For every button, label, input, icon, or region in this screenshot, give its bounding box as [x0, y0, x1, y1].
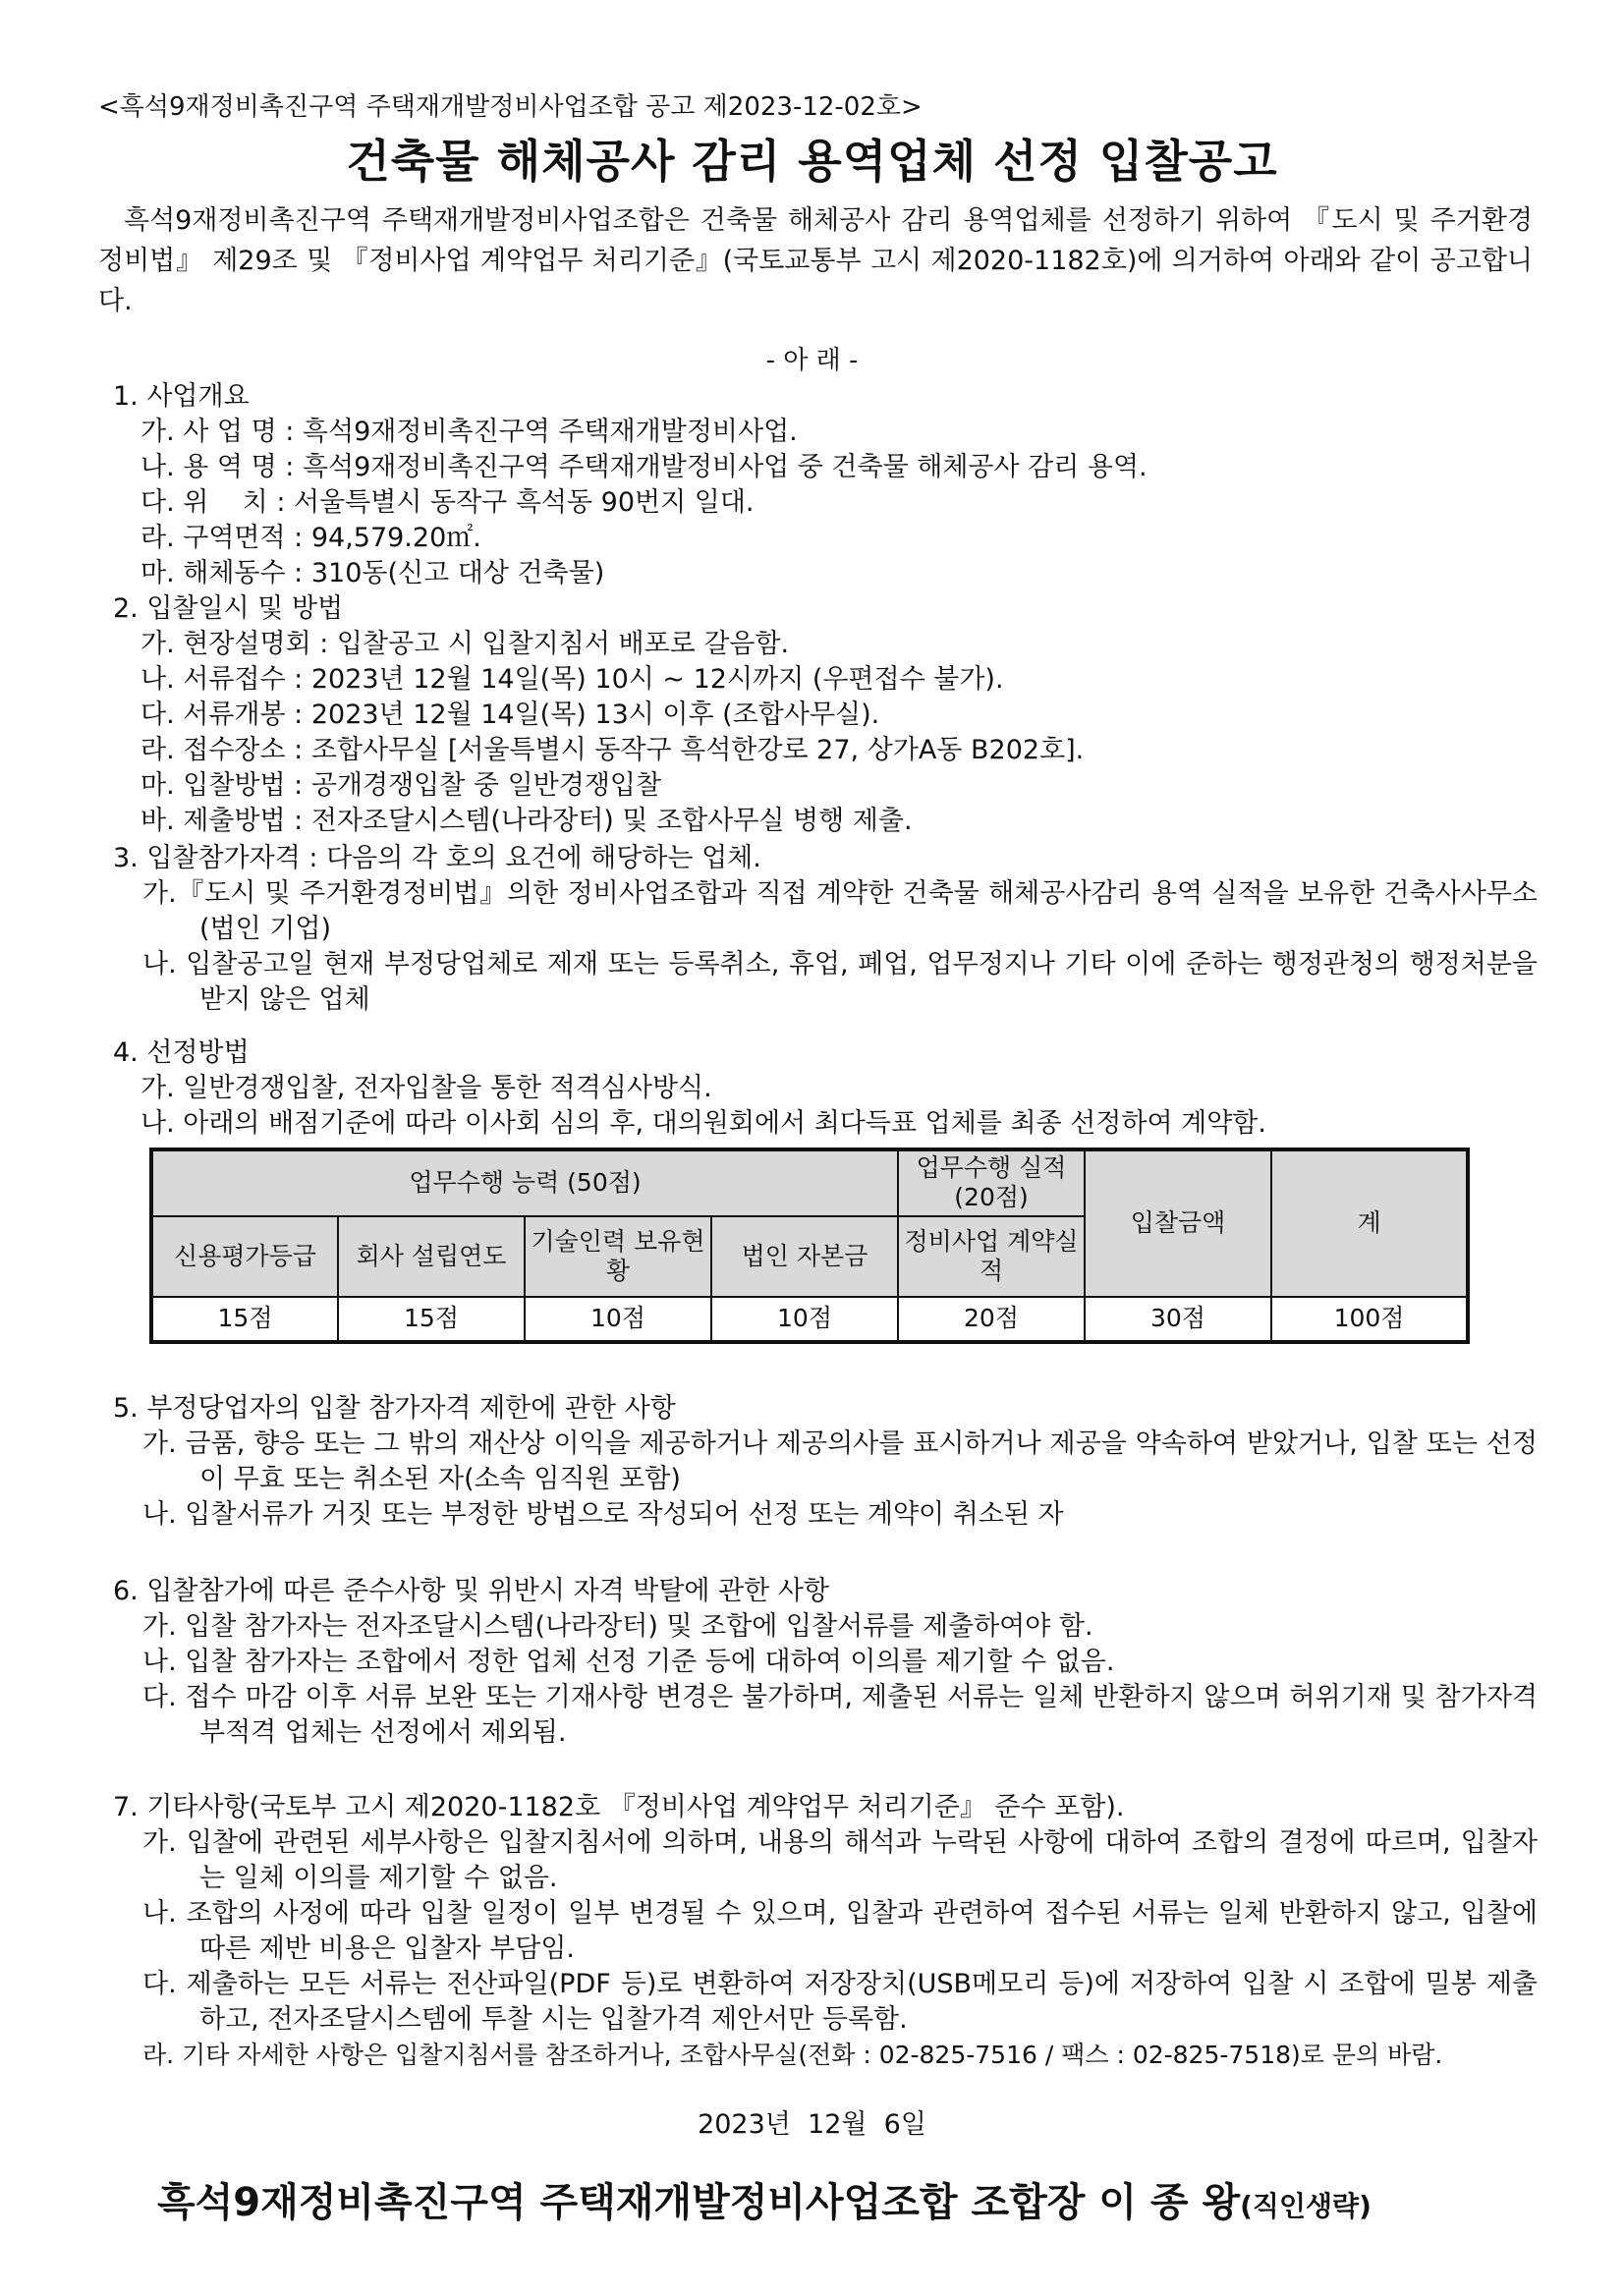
section-2 — [113, 591, 1538, 839]
section-5 — [113, 1391, 1538, 1533]
section-heading: 3. 입찰참가자격 : 다음의 각 호의 요건에 해당하는 업체. — [113, 843, 761, 873]
list-item: 나. 입찰서류가 거짓 또는 부정한 방법으로 작성되어 선정 또는 계약이 취소된 자 — [142, 1499, 1064, 1530]
intro-paragraph: 흑석9재정비촉진구역 주택재개발정비사업조합은 건축물 해체공사 감리 용역업체를 선정하기 위하여 『도시 및 주거환경정비법』 제29조 및 『정비사업 계약업무 처리기준』(국토교통부 고시 제2020-1182호)에 의거하여 아래와 같이 공고합니다. — [98, 205, 1533, 316]
header-performance: 업무수행 실적 (20점) — [898, 1149, 1085, 1216]
list-item: 다. 위 치 : 서울특별시 동작구 흑석동 90번지 일대. — [140, 487, 755, 518]
list-item: 가. 입찰 참가자는 전자조달시스템(나라장터) 및 조합에 입찰서류를 제출하여야 함. — [142, 1611, 1093, 1642]
list-item: 가. 금품, 향응 또는 그 밖의 재산상 이익을 제공하거나 제공의사를 표시하거나 제공을 약속하여 받았거나, 입찰 또는 선정이 무효 또는 취소된 자(소속 임직원 포함) — [142, 1428, 1538, 1494]
list-item: 가.『도시 및 주거환경정비법』의한 정비사업조합과 직접 계약한 건축물 해체공사감리 용역 실적을 보유한 건축사사무소(법인 기업) — [142, 878, 1538, 944]
list-item: 마. 해체동수 : 310동(신고 대상 건축물) — [140, 558, 605, 588]
list-item: 다. 제출하는 모든 서류는 전산파일(PDF 등)로 변환하여 저장장치(USB메모리 등)에 저장하여 입찰 시 조합에 밀봉 제출하고, 전자조달시스템에 투찰 시는 입찰가격 제안서만 등록함. — [142, 1969, 1538, 2035]
list-item: 라. 기타 자세한 사항은 입찰지침서를 참조하거나, 조합사무실(전화 : 02-825-7516 / 팩스 : 02-825-7518)로 문의 바람. — [142, 2041, 1443, 2069]
table-cell: 15점 — [151, 1297, 338, 1342]
list-item: 나. 입찰 참가자는 조합에서 정한 업체 선정 기준 등에 대하여 이의를 제기할 수 없음. — [142, 1647, 1115, 1677]
list-item: 나. 조합의 사정에 따라 입찰 일정이 일부 변경될 수 있으며, 입찰과 관련하여 접수된 서류는 일체 반환하지 않고, 입찰에 따른 제반 비용은 입찰자 부담임. — [142, 1898, 1538, 1964]
table-cell: 10점 — [711, 1297, 898, 1342]
list-item: 라. 구역면적 : 94,579.20㎡. — [140, 523, 481, 553]
list-item: 다. 서류개봉 : 2023년 12월 14일(목) 13시 이후 (조합사무실). — [140, 700, 880, 730]
notice-date: 2023년 12월 6일 — [698, 2109, 926, 2140]
header-capital: 법인 자본금 — [711, 1216, 898, 1297]
section-7 — [113, 1790, 1538, 2073]
header-tech-staff: 기술인력 보유현황 — [525, 1216, 711, 1297]
table-row — [151, 1297, 1468, 1342]
seal-omitted-note: (직인생략) — [1240, 2190, 1372, 2222]
list-item: 라. 접수장소 : 조합사무실 [서울특별시 동작구 흑석한강로 27, 상가A동 B202호]. — [140, 735, 1085, 765]
section-heading: 6. 입찰참가에 따른 준수사항 및 위반시 자격 박탈에 관한 사항 — [113, 1576, 829, 1606]
header-total: 계 — [1271, 1149, 1468, 1297]
header-credit-rating: 신용평가등급 — [151, 1216, 338, 1297]
list-item: 가. 입찰에 관련된 세부사항은 입찰지침서에 의하며, 내용의 해석과 누락된 사항에 대하여 조합의 결정에 따르며, 입찰자는 일체 이의를 제기할 수 없음. — [142, 1827, 1538, 1893]
list-item: 나. 용 역 명 : 흑석9재정비촉진구역 주택재개발정비사업 중 건축물 해체공사 감리 용역. — [140, 452, 1148, 482]
list-item: 가. 현장설명회 : 입찰공고 시 입찰지침서 배포로 갈음함. — [140, 629, 790, 659]
header-bid-price: 입찰금액 — [1085, 1149, 1271, 1297]
section-heading: 5. 부정당업자의 입찰 참가자격 제한에 관한 사항 — [113, 1393, 676, 1424]
signer-name: 흑석9재정비촉진구역 주택재개발정비사업조합 조합장 이 종 왕 — [157, 2180, 1241, 2225]
section-4 — [113, 1036, 1538, 1142]
section-heading: 2. 입찰일시 및 방법 — [113, 593, 344, 624]
header-business-capability: 업무수행 능력 (50점) — [151, 1149, 898, 1216]
section-heading: 1. 사업개요 — [113, 381, 250, 412]
table-cell: 10점 — [525, 1297, 711, 1342]
table-cell: 15점 — [338, 1297, 525, 1342]
list-item: 마. 입찰방법 : 공개경쟁입찰 중 일반경쟁입찰 — [140, 770, 662, 801]
list-item: 나. 서류접수 : 2023년 12월 14일(목) 10시 ~ 12시까지 (우편접수 불가). — [140, 664, 1004, 695]
list-item: 나. 아래의 배점기준에 따라 이사회 심의 후, 대의원회에서 최다득표 업체를 최종 선정하여 계약함. — [140, 1108, 1266, 1139]
center-mark: - 아 래 - — [765, 346, 859, 375]
table-cell: 30점 — [1085, 1297, 1271, 1342]
section-6 — [113, 1574, 1538, 1751]
table-cell: 20점 — [898, 1297, 1085, 1342]
list-item: 다. 접수 마감 이후 서류 보완 또는 기재사항 변경은 불가하며, 제출된 서류는 일체 반환하지 않으며 허위기재 및 참가자격 부적격 업체는 선정에서 제외됨. — [142, 1682, 1538, 1748]
header-founding-year: 회사 설립연도 — [338, 1216, 525, 1297]
section-1 — [113, 379, 1538, 591]
page-title: 건축물 해체공사 감리 용역업체 선정 입찰공고 — [346, 135, 1278, 188]
table-cell: 100점 — [1271, 1297, 1468, 1342]
list-item: 바. 제출방법 : 전자조달시스템(나라장터) 및 조합사무실 병행 제출. — [140, 806, 913, 836]
section-3 — [113, 841, 1538, 1018]
score-table — [149, 1148, 1470, 1344]
list-item: 가. 일반경쟁입찰, 전자입찰을 통한 적격심사방식. — [140, 1073, 712, 1103]
list-item: 가. 사 업 명 : 흑석9재정비촉진구역 주택재개발정비사업. — [140, 417, 798, 447]
section-heading: 4. 선정방법 — [113, 1037, 250, 1068]
section-heading: 7. 기타사항(국토부 고시 제2020-1182호 『정비사업 계약업무 처리기준』 준수 포함). — [113, 1792, 1125, 1822]
notice-reference: <흑석9재정비촉진구역 주택재개발정비사업조합 공고 제2023-12-02호> — [98, 92, 923, 122]
signer-line — [157, 2171, 1372, 2227]
list-item: 나. 입찰공고일 현재 부정당업체로 제재 또는 등록취소, 휴업, 폐업, 업무정지나 기타 이에 준하는 행정관청의 행정처분을 받지 않은 업체 — [142, 949, 1538, 1015]
header-contract-record: 정비사업 계약실적 — [898, 1216, 1085, 1297]
